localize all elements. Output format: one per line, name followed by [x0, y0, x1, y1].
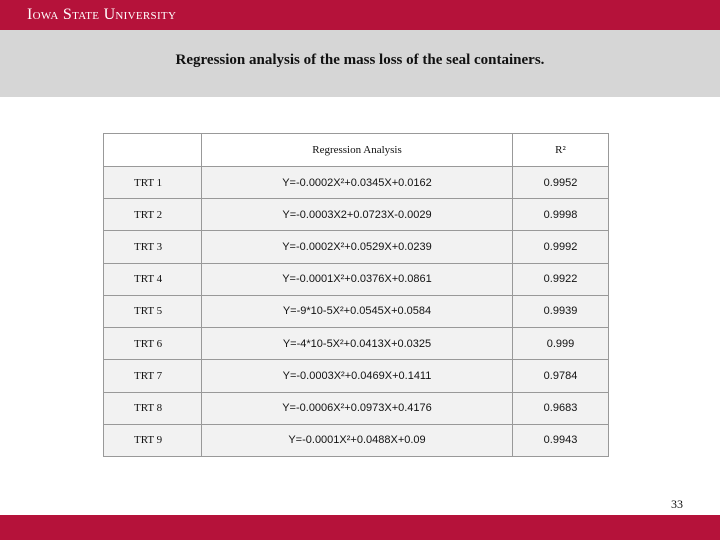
r-squared-cell-text: 0.9992 [543, 241, 578, 254]
bottom-banner [0, 515, 720, 540]
table-row [104, 167, 609, 199]
equation-cell-text: Y=-0.0006X²+0.0973X+0.4176 [282, 402, 432, 415]
equation-cell-text: Y=-9*10-5X²+0.0545X+0.0584 [282, 305, 432, 318]
equation-cell-text: Y=-0.0001X²+0.0488X+0.09 [288, 434, 426, 447]
treatment-cell [104, 167, 202, 199]
equation-cell-text: Y=-0.0001X²+0.0376X+0.0861 [282, 273, 432, 286]
equation-cell-text: Y=-0.0002X²+0.0529X+0.0239 [282, 241, 432, 254]
treatment-cell-text: TRT 9 [134, 434, 163, 447]
regression-table [103, 133, 609, 457]
table-row [104, 328, 609, 360]
equation-cell-text: Y=-0.0003X²+0.0469X+0.1411 [282, 369, 432, 382]
equation-cell-text: Y=-4*10-5X²+0.0413X+0.0325 [282, 337, 432, 350]
treatment-cell [104, 360, 202, 392]
treatment-cell [104, 263, 202, 295]
equation-cell-text: Y=-0.0003X2+0.0723X-0.0029 [282, 208, 432, 221]
r-squared-cell-text: 0.9952 [543, 176, 578, 189]
equation-cell-text: Y=-0.0002X²+0.0345X+0.0162 [282, 176, 432, 189]
r-squared-cell-text: 0.9683 [543, 402, 578, 415]
r-squared-cell-text: 0.999 [546, 337, 575, 350]
page-number: 33 [671, 497, 683, 511]
university-logo: Iowa State University [27, 6, 177, 23]
treatment-cell-text: TRT 4 [134, 273, 163, 286]
header-regression-analysis: Regression Analysis [202, 134, 513, 167]
equation-cell [202, 199, 513, 231]
treatment-cell [104, 295, 202, 327]
treatment-cell-text: TRT 7 [134, 369, 163, 382]
r-squared-cell-text: 0.9939 [543, 305, 578, 318]
equation-cell [202, 295, 513, 327]
r-squared-cell-text: 0.9922 [543, 273, 578, 286]
r-squared-cell [513, 167, 609, 199]
treatment-cell-text: TRT 5 [134, 305, 163, 318]
r-squared-cell [513, 295, 609, 327]
table-row [104, 263, 609, 295]
r-squared-cell-text: 0.9784 [543, 369, 578, 382]
treatment-cell-text: TRT 3 [134, 241, 163, 254]
table-row [104, 360, 609, 392]
r-squared-cell [513, 392, 609, 424]
top-banner [0, 0, 720, 30]
table-row [104, 392, 609, 424]
table-row [104, 424, 609, 456]
slide-title: Regression analysis of the mass loss of the seal containers. [175, 52, 545, 68]
table-header-row [104, 134, 609, 167]
treatment-cell [104, 231, 202, 263]
equation-cell [202, 360, 513, 392]
equation-cell [202, 328, 513, 360]
treatment-cell [104, 424, 202, 456]
treatment-cell-text: TRT 2 [134, 208, 163, 221]
header-cell-blank [104, 134, 202, 167]
equation-cell [202, 392, 513, 424]
r-squared-cell [513, 328, 609, 360]
r-squared-cell-text: 0.9998 [543, 208, 578, 221]
treatment-cell-text: TRT 8 [134, 402, 163, 415]
treatment-cell [104, 199, 202, 231]
treatment-cell-text: TRT 1 [134, 176, 163, 189]
table-row [104, 231, 609, 263]
treatment-cell-text: TRT 6 [134, 337, 163, 350]
table-row [104, 295, 609, 327]
r-squared-cell [513, 424, 609, 456]
equation-cell [202, 263, 513, 295]
r-squared-cell [513, 360, 609, 392]
equation-cell [202, 167, 513, 199]
equation-cell [202, 424, 513, 456]
treatment-cell [104, 392, 202, 424]
r-squared-cell [513, 231, 609, 263]
r-squared-cell-text: 0.9943 [543, 434, 578, 447]
r-squared-cell [513, 199, 609, 231]
treatment-cell [104, 328, 202, 360]
r-squared-cell [513, 263, 609, 295]
equation-cell [202, 231, 513, 263]
header-r-squared: R² [513, 134, 609, 167]
table-row [104, 199, 609, 231]
